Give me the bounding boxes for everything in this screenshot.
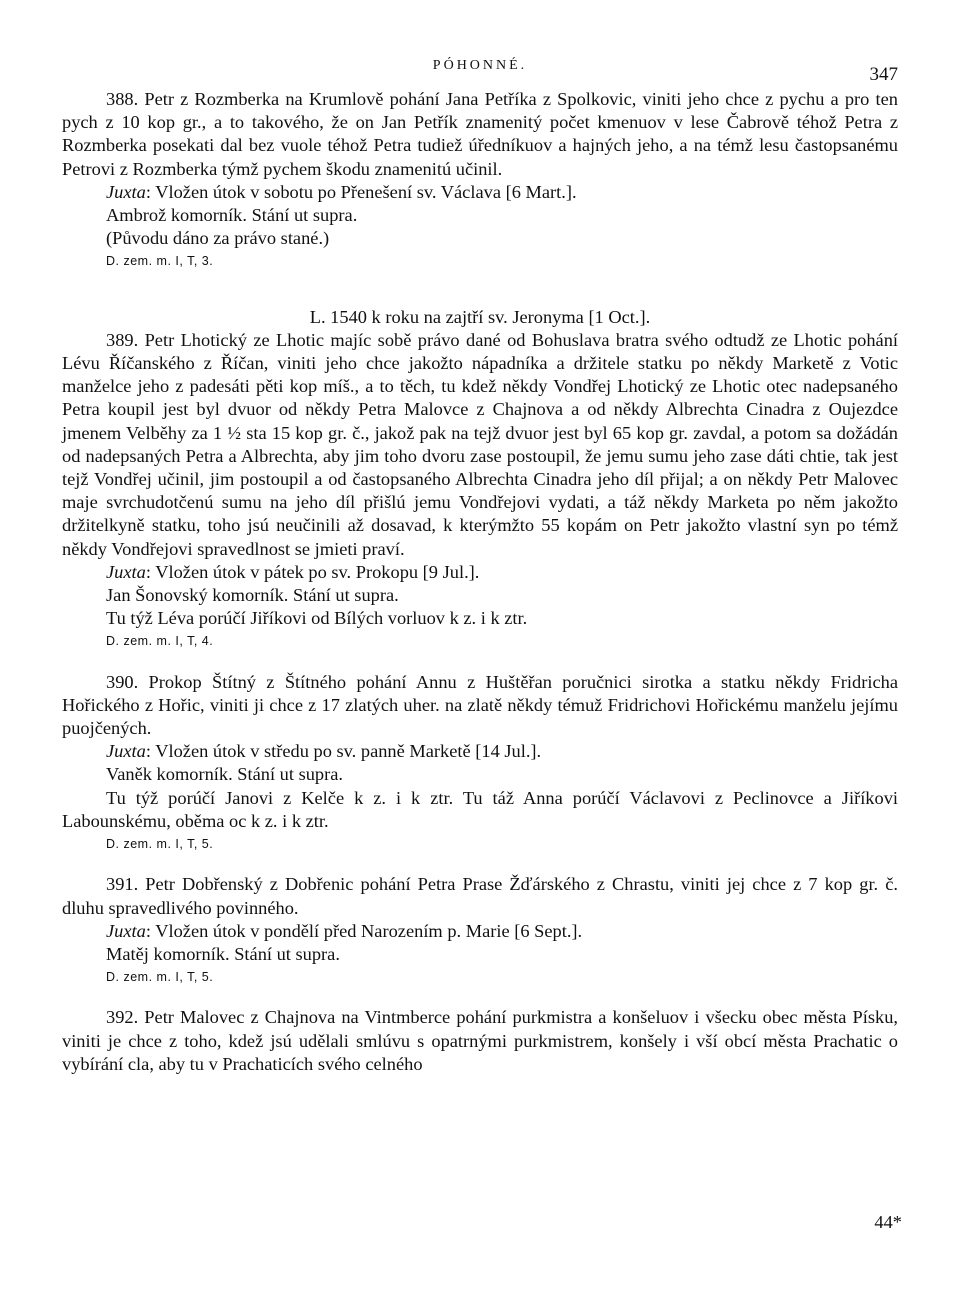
entry-text: 389. Petr Lhotický ze Lhotic majíc sobě právo dané od Bohuslava bratra svého odtudž ze Lhotic pohání Lévu Říčanského z Říčan, viniti jeho chce jakožto nápadníka a držitele statku po někdy Marketě z Votic manželce jeho z padesáti pěti kop míš., a to těch, tu kdež někdy Vondřej Lhotický ze Lhotic otec nadepsaného Petra koupil jest byl dvuor od někdy Petra Malovce z Chajnova a od někdy Albrechta Cinadra z Oujezdce jmenem Velběhy za 1 ½ sta 15 kop gr. č., jakož pak na tejž dvuor jest byl 65 kop gr. zavdal, a potom sa dožádán od nadepsaných Petra a Albrechta, aby jim toho dvoru zase postoupil, že jemu sumu jeho zase dáti chtie, tak jest tejž Vondřej učinil, jim postoupil a od častopsaného Albrechta Cinadra jeho díl přijal; a on někdy Petr Malovec maje svrchudotčenú sumu na jeho díl přišlú jemu Vondřejovi vydati, a táž někdy Marketa po něm jakožto držitelkyně statku, toho jsú neučinili až dosavad, k kterýmžto 55 kopám on Petr jakožto vlastní syn po témž někdy Vondřejovi spravedlnost se jmieti praví. bbox=[62, 329, 898, 559]
entry-line: Jan Šonovský komorník. Stání ut supra. bbox=[106, 585, 399, 606]
entry-389 bbox=[62, 329, 898, 654]
entry-line: (Původu dáno za právo stané.) bbox=[106, 228, 330, 249]
entry-391 bbox=[62, 873, 898, 989]
spacer bbox=[62, 654, 898, 671]
juxta-line bbox=[62, 561, 898, 584]
section-heading: L. 1540 k roku na zajtří sv. Jeronyma [1 Oct.]. bbox=[309, 306, 651, 327]
spacer bbox=[62, 856, 898, 873]
entry-line: Tu týž Léva porúčí Jiříkovi od Bílých vorluov k z. i k ztr. bbox=[106, 608, 528, 629]
juxta-text: : Vložen útok v středu po sv. panně Marketě [14 Jul.]. bbox=[145, 741, 542, 762]
source-reference: D. zem. m. I, T, 3. bbox=[106, 254, 214, 269]
entry-line: Matěj komorník. Stání ut supra. bbox=[106, 943, 340, 964]
juxta-line bbox=[62, 181, 898, 204]
entry-line: Tu týž porúčí Janovi z Kelče k z. i k ztr. Tu táž Anna porúčí Václavovi z Peclinovce a Jiříkovi Labounskému, oběma oc k z. i k ztr. bbox=[62, 787, 898, 831]
juxta-label: Juxta bbox=[106, 741, 146, 762]
entry-line: Vaněk komorník. Stání ut supra. bbox=[106, 764, 344, 785]
entry-390 bbox=[62, 671, 898, 857]
juxta-line bbox=[62, 920, 898, 943]
entry-text: 392. Petr Malovec z Chajnova na Vintmberce pohání purkmistra a konšeluov i všecku obec města Písku, viniti je chce z toho, kdež jsú udělali smlúvu s opatrnými purkmistrem, konšely i vší obcí města Prachatic o vybírání cla, aby tu v Prachaticích svého celného bbox=[62, 1007, 898, 1074]
page bbox=[62, 58, 898, 1076]
entry-text: 390. Prokop Štítný z Štítného pohání Annu z Huštěřan poručnici sirotka a statku někdy Fridricha Hořického z Hořic, viniti ji chce z 17 zlatých uher. na zlatě někdy témuž Fridrichovi Hořickému manželu jejímu puojčených. bbox=[62, 671, 898, 739]
source-reference: D. zem. m. I, T, 5. bbox=[106, 837, 214, 852]
source-reference: D. zem. m. I, T, 5. bbox=[106, 970, 214, 985]
juxta-text: : Vložen útok v sobotu po Přenešení sv. Václava [6 Mart.]. bbox=[145, 181, 577, 202]
entry-text: 391. Petr Dobřenský z Dobřenic pohání Petra Prase Žďárského z Chrastu, viniti jej chce z 7 kop gr. č. dluhu spravedlivého povinného. bbox=[62, 874, 898, 918]
entry-392 bbox=[62, 1006, 898, 1076]
juxta-label: Juxta bbox=[106, 561, 146, 582]
juxta-label: Juxta bbox=[106, 181, 146, 202]
page-number: 347 bbox=[869, 64, 898, 85]
spacer bbox=[62, 989, 898, 1006]
running-head: PÓHONNÉ. bbox=[432, 58, 528, 73]
source-reference: D. zem. m. I, T, 4. bbox=[106, 634, 214, 649]
juxta-text: : Vložen útok v pátek po sv. Prokopu [9 Jul.]. bbox=[145, 561, 480, 582]
entry-line: Ambrož komorník. Stání ut supra. bbox=[106, 205, 358, 226]
page-header bbox=[62, 58, 898, 88]
entry-text: 388. Petr z Rozmberka na Krumlově pohání Jana Petříka z Spolkovic, viniti jeho chce z pychu a pro ten pych z 10 kop gr., a to takového, že on Jan Petřík znamenitý počet kmenuov v lese Čabrově téhož Petra z Rozmberka posekati dal bez vuole téhož Petra tudiež úředníkuov a hajných jeho, a na témž lesu častopsanému Petrovi z Rozmberka týmž pychem škodu znamenitú učinil. bbox=[62, 89, 898, 179]
spacer bbox=[62, 274, 898, 306]
juxta-label: Juxta bbox=[106, 920, 146, 941]
signature-mark: 44* bbox=[874, 1212, 902, 1232]
entry-388 bbox=[62, 88, 898, 274]
juxta-text: : Vložen útok v pondělí před Narozením p. Marie [6 Sept.]. bbox=[145, 920, 583, 941]
juxta-line bbox=[62, 740, 898, 763]
